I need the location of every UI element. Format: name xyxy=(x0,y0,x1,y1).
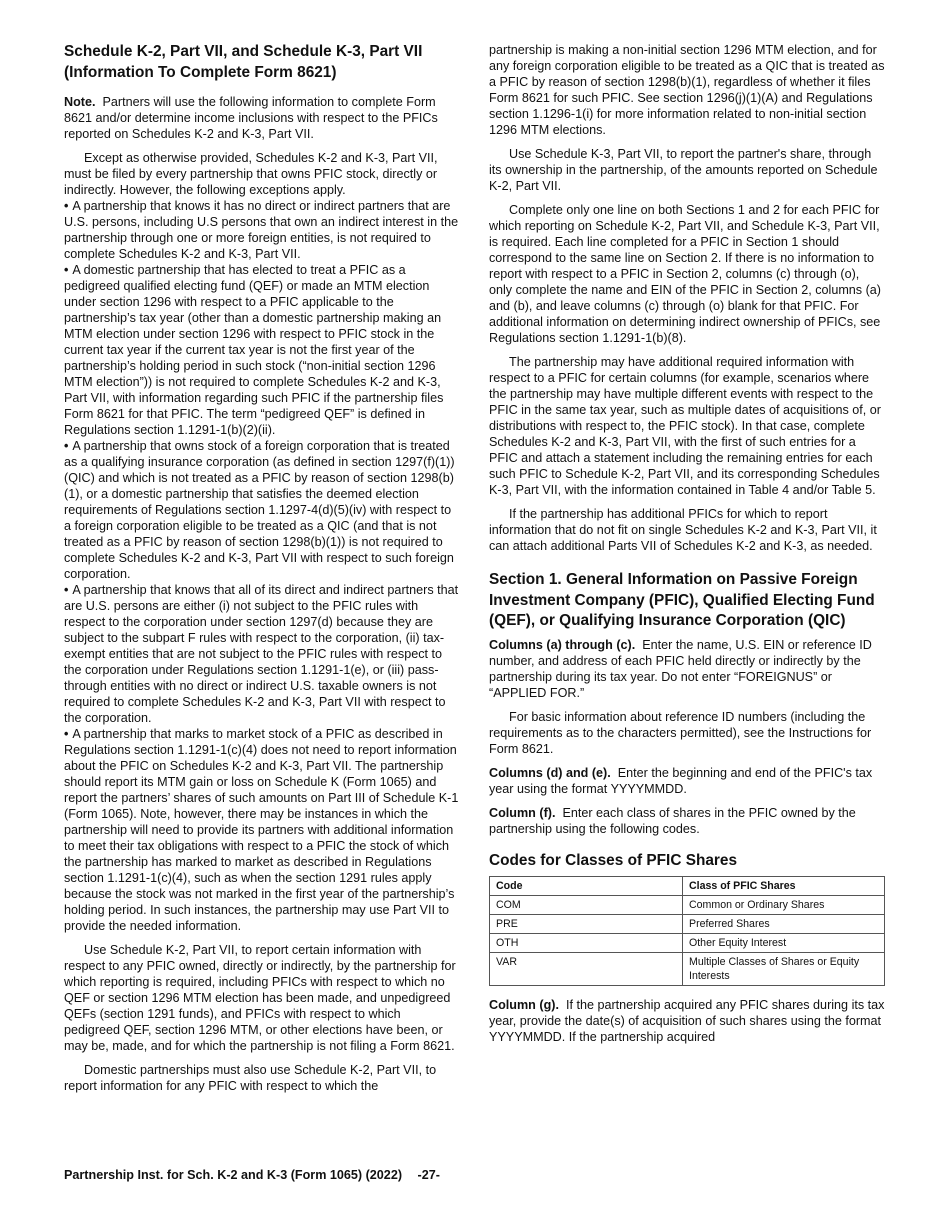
bullet-text: A partnership that knows it has no direct or indirect partners that are U.S. persons, including U.S persons that own an indirect interest in the partnership through one or more foreign entities, is not required to complete Schedules K-2 and K-3, Part VII. xyxy=(64,199,459,261)
bullet-icon: • xyxy=(64,583,69,597)
column-g-text: If the partnership acquired any PFIC shares during its tax year, provide the date(s) of acquisition of such shares using the format YYYYMMDD. If the partnership acquired xyxy=(489,998,885,1044)
table-row xyxy=(490,915,885,934)
bullet-icon: • xyxy=(64,263,69,277)
column-f-text: Enter each class of shares in the PFIC owned by the partnership using the following codes. xyxy=(489,805,856,836)
bullet-icon: • xyxy=(64,727,69,741)
table-cell-class: Preferred Shares xyxy=(683,915,885,934)
note-label: Note. xyxy=(64,95,96,109)
page-footer xyxy=(64,1168,440,1182)
codes-heading: Codes for Classes of PFIC Shares xyxy=(489,851,738,869)
table-cell-code: VAR xyxy=(490,953,683,986)
column-f-paragraph xyxy=(489,805,885,837)
bullet-icon: • xyxy=(64,439,69,453)
use-k2-paragraph: Use Schedule K-2, Part VII, to report certain information with respect to any PFIC owned, directly or indirectly, by the partnership for which reporting is required, including PFICs with respect to which no QEF or section 1296 MTM election has been made, and unpedigreed QEFs (section 1291 funds), and PFICs with respect to which pedigreed QEF, section 1296 MTM, or other elections have been, or may be, made, and for which the partnership is not filing a Form 8621. xyxy=(64,943,456,1053)
columns-d-e-text: Enter the beginning and end of the PFIC's tax year using the format YYYYMMDD. xyxy=(489,765,873,796)
exception-bullet xyxy=(64,726,460,934)
table-cell-class: Common or Ordinary Shares xyxy=(683,896,885,915)
ref-id-paragraph: For basic information about reference ID numbers (including the requirements as to the characters permitted), see the Instructions for Form 8621. xyxy=(489,709,872,756)
bullet-text: A partnership that knows that all of its direct and indirect partners that are U.S. persons are either (i) not subject to the PFIC rules with respect to the corporation under section 1297(d) because they are subject to the subpart F rules with respect to the corporation, (ii) tax-exempt entities that are not subject to the PFIC rules with respect to the corporation under Regulations section 1.1291-1(e), or (iii) pass-through entities with no direct or indirect U.S. taxable owners is not required to complete Schedules K-2 and K-3, Part VII with respect to the corporation. xyxy=(64,583,459,725)
bullet-icon: • xyxy=(64,199,69,213)
column-f-label: Column (f). xyxy=(489,805,556,820)
table-row xyxy=(490,896,885,915)
table-header-code: Code xyxy=(490,877,683,896)
additional-info-paragraph: The partnership may have additional required information with respect to a PFIC for certain columns (for example, scenarios where the partnership may have multiple different events with respect to the PFIC in the same tax year, such as multiple dates of acquisitions of, or distributions with respect to, the PFIC stock). In that case, complete Schedules K-2 and K-3, Part VII, with the first of such entries for a PFIC and attach a statement including the remaining entries for each such PFIC to Schedule K-2, Part VII, and its corresponding Schedules K-3, Part VII, with the information contained in Table 4 and/or Table 5. xyxy=(489,355,881,497)
columns-d-e-paragraph xyxy=(489,765,885,797)
column-g-label: Column (g). xyxy=(489,998,559,1012)
exception-bullet xyxy=(64,262,460,438)
table-header-row xyxy=(490,877,885,896)
right-column xyxy=(489,42,885,1053)
continued-paragraph: partnership is making a non-initial section 1296 MTM election, and for any foreign corporation eligible to be treated as a QIC that is treated as a PFIC by reason of section 1298(b)(1), regardless of whether it files Form 8621 for such PFIC. See section 1296(j)(1)(A) and Regulations section 1.1296-1(i) for more information related to non-initial section 1296 MTM elections. xyxy=(489,43,885,137)
bullet-text: A partnership that marks to market stock of a PFIC as described in Regulations section 1.1291-1(c)(4) does not need to report information about the PFIC on Schedules K-2 and K-3, Part VII. The partnership should report its MTM gain or loss on Schedule K (Form 1065) and report the partners’ shares of such amounts on Part III of Schedule K-1 (Form 1065). Note, however, there may be instances in which the partnership will need to provide its partners with additional information to meet their tax obligations with respect to a PFIC the stock of which the partnership has marked to market as described in Regulations section 1.1291-1(c)(4), such as when the section 1291 rules apply because the stock was not marked in the first year of the partnership’s holding period. In such instances, the partnership may use Part VII to provide the needed information. xyxy=(64,727,459,933)
table-row xyxy=(490,934,885,953)
more-pfics-paragraph: If the partnership has additional PFICs for which to report information that do not fit on single Schedules K-2 and K-3, Part VII, it can attach additional Parts VII of Schedules K-2 and K-3, as needed. xyxy=(489,507,877,553)
complete-paragraph: Complete only one line on both Sections 1 and 2 for each PFIC for which reporting on Schedule K-2, Part VII, and Schedule K-3, Part VII, is required. Each line completed for a PFIC in Section 1 should correspond to the same line on Section 2. If there is no information to report with respect to a PFIC in Section 2, columns (c) through (o), only complete the name and EIN of the PFIC in Section 2, columns (a) and (b), and leave columns (c) through (o) blank for that PFIC. For additional information on determining indirect ownership of PFICs, see Regulations section 1.1291-1(b)(8). xyxy=(489,203,881,345)
table-cell-class: Other Equity Interest xyxy=(683,934,885,953)
k3-paragraph: Use Schedule K-3, Part VII, to report the partner's share, through its ownership in the partnership, of the amounts reported on Schedule K-2, Part VII. xyxy=(489,147,878,193)
exception-bullet xyxy=(64,438,460,582)
section1-heading: Section 1. General Information on Passive Foreign Investment Company (PFIC), Qualified Electing Fund (QEF), or Qualifying Insurance Corporation (QIC) xyxy=(489,571,875,629)
note-text: Partners will use the following information to complete Form 8621 and/or determine income inclusions with respect to the PFICs reported on Schedules K-2 and K-3, Part VII. xyxy=(64,95,438,141)
domestic-paragraph: Domestic partnerships must also use Schedule K-2, Part VII, to report information for any PFIC with respect to which the xyxy=(64,1063,437,1093)
column-g-paragraph xyxy=(489,997,885,1045)
table-cell-code: COM xyxy=(490,896,683,915)
note-paragraph xyxy=(64,94,460,142)
left-column xyxy=(64,42,460,1102)
exception-bullet xyxy=(64,582,460,726)
table-cell-class: Multiple Classes of Shares or Equity Interests xyxy=(683,953,885,986)
intro-paragraph: Except as otherwise provided, Schedules K-2 and K-3, Part VII, must be filed by every partnership that owns PFIC stock, directly or indirectly. However, the following exceptions apply. xyxy=(64,151,438,197)
bullet-text: A domestic partnership that has elected to treat a PFIC as a pedigreed qualified electing fund (QEF) or made an MTM election under section 1296 with respect to a PFIC applicable to the partnership’s tax year (other than a domestic partnership making an MTM election under section 1296 with respect to PFIC stock in the current tax year if the current tax year is not the first year of the partnership’s holding period in such stock (“non-initial section 1296 MTM election”)) is not required to complete Schedules K-2 and K-3, Part VII, with information regarding such PFIC if the partnership files Form 8621 for that PFIC. The term “pedigreed QEF” is defined in Regulations section 1.1291-1(b)(2)(ii). xyxy=(64,263,444,437)
columns-a-c-label: Columns (a) through (c). xyxy=(489,637,636,652)
table-header-class: Class of PFIC Shares xyxy=(683,877,885,896)
columns-d-e-label: Columns (d) and (e). xyxy=(489,765,611,780)
footer-title: Partnership Inst. for Sch. K-2 and K-3 (Form 1065) (2022) xyxy=(64,1168,403,1182)
table-cell-code: OTH xyxy=(490,934,683,953)
table-cell-code: PRE xyxy=(490,915,683,934)
table-row xyxy=(490,953,885,986)
bullet-text: A partnership that owns stock of a foreign corporation that is treated as a qualifying insurance corporation (as defined in section 1297(f)(1)) (QIC) and which is not treated as a PFIC by reason of section 1298(b)(1), or a domestic partnership that satisfies the deemed election requirements of Regulations section 1.1297-4(d)(5)(iv) with respect to a foreign corporation eligible to be treated as a QIC (and that is not treated as a PFIC by reason of section 1298(b)(1)) is not required to complete Schedules K-2 and K-3, Part VII with respect to such foreign corporation. xyxy=(64,439,455,581)
page-number: -27- xyxy=(417,1168,440,1182)
exception-bullet xyxy=(64,198,460,262)
columns-a-c-paragraph xyxy=(489,637,885,701)
columns-a-c-text: Enter the name, U.S. EIN or reference ID number, and address of each PFIC held directly or indirectly by the partnership during its tax year. Do not enter “FOREIGNUS” or “APPLIED FOR.” xyxy=(489,637,872,700)
codes-table xyxy=(489,876,885,986)
section-heading: Schedule K-2, Part VII, and Schedule K-3, Part VII (Information To Complete Form 8621) xyxy=(64,43,423,81)
